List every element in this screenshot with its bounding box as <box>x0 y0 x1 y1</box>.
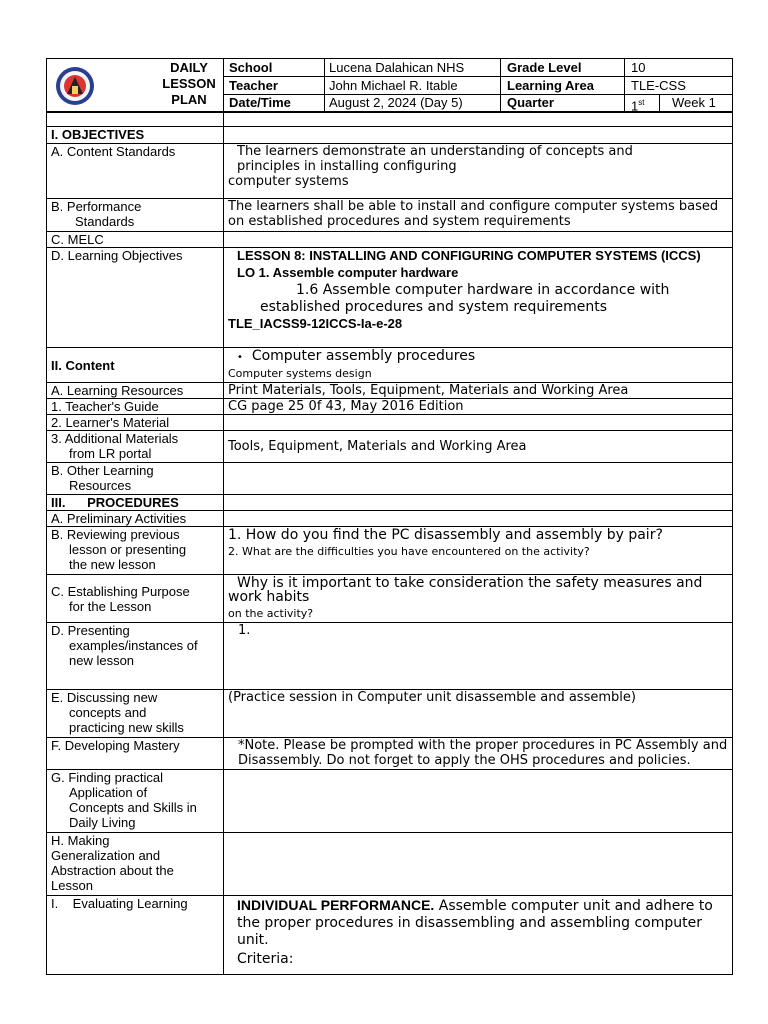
daily-lesson-plan-title: DAILY LESSON PLAN <box>162 60 216 107</box>
presenting-examples-text: 1. <box>224 623 733 690</box>
additional-materials-value: Tools, Equipment, Materials and Working Area <box>224 431 733 463</box>
content-heading: II. Content <box>47 348 224 383</box>
learning-resources-value: Print Materials, Tools, Equipment, Materials and Working Area <box>224 383 733 399</box>
school-seal-logo <box>55 66 95 106</box>
teachers-guide-value: CG page 25 0f 43, May 2016 Edition <box>224 399 733 415</box>
performance-standards-label: B. Performance Standards <box>47 199 224 232</box>
establishing-purpose-text: Why is it important to take consideration the safety measures and work habits on the activity? <box>224 575 733 623</box>
learning-area-value: TLE-CSS <box>631 78 686 93</box>
establishing-purpose-label: C. Establishing Purpose for the Lesson <box>47 575 224 623</box>
presenting-examples-label: D. Presenting examples/instances of new lesson <box>47 623 224 690</box>
developing-mastery-label: F. Developing Mastery <box>47 738 224 770</box>
content-standards-text: The learners demonstrate an understanding of concepts and principles in installing configuring computer systems <box>224 144 733 199</box>
learning-area-label: Learning Area <box>507 78 594 93</box>
week-value: Week 1 <box>672 95 716 110</box>
school-value: Lucena Dalahican NHS <box>329 60 465 75</box>
discussing-new-concepts-label: E. Discussing new concepts and practicing new skills <box>47 690 224 738</box>
melc-label: C. MELC <box>47 232 224 248</box>
content-text: • Computer assembly procedures Computer systems design <box>224 348 733 383</box>
procedures-heading: III. PROCEDURES <box>47 495 224 511</box>
other-resources-label: B. Other Learning Resources <box>47 463 224 495</box>
discussing-new-concepts-text: (Practice session in Computer unit disassemble and assemble) <box>224 690 733 738</box>
developing-mastery-text: *Note. Please be prompted with the proper procedures in PC Assembly and Disassembly. Do not forget to apply the OHS procedures and policies. <box>224 738 733 770</box>
grade-level-value: 10 <box>631 60 646 75</box>
learning-objectives-text: LESSON 8: INSTALLING AND CONFIGURING COMPUTER SYSTEMS (ICCS) LO 1. Assemble computer hardware 1.6 Assemble computer hardware in accordance with established procedures and system requirements TLE_IACSS9-12ICCS-Ia-e-28 <box>224 248 733 348</box>
content-standards-label: A. Content Standards <box>47 144 224 199</box>
datetime-value: August 2, 2024 (Day 5) <box>329 95 463 110</box>
teacher-label: Teacher <box>229 78 278 93</box>
quarter-value: 1st <box>631 98 645 114</box>
teacher-value: John Michael R. Itable <box>329 78 458 93</box>
school-label: School <box>229 60 273 75</box>
reviewing-previous-lesson-text: 1. How do you find the PC disassembly and assembly by pair? 2. What are the difficulties you have encountered on the activity? <box>224 527 733 575</box>
grade-level-label: Grade Level <box>507 60 582 75</box>
evaluating-learning-text: INDIVIDUAL PERFORMANCE. Assemble computer unit and adhere to the proper procedures in disassembling and assembling computer unit. Criteria: <box>224 896 733 975</box>
additional-materials-label: 3. Additional Materials from LR portal <box>47 431 224 463</box>
lesson-plan-table <box>46 112 733 972</box>
reviewing-previous-lesson-label: B. Reviewing previous lesson or presenting the new lesson <box>47 527 224 575</box>
learners-material-label: 2. Learner's Material <box>47 415 224 431</box>
teachers-guide-label: 1. Teacher's Guide <box>47 399 224 415</box>
preliminary-activities-label: A. Preliminary Activities <box>47 511 224 527</box>
practical-application-label: G. Finding practical Application of Concepts and Skills in Daily Living <box>47 770 224 833</box>
header-table <box>46 58 733 112</box>
quarter-label: Quarter <box>507 95 554 110</box>
objectives-heading: I. OBJECTIVES <box>47 127 224 144</box>
performance-standards-text: The learners shall be able to install and configure computer systems based on established procedures and system requirements <box>224 199 733 232</box>
datetime-label: Date/Time <box>229 95 291 110</box>
learning-objectives-label: D. Learning Objectives <box>47 248 224 348</box>
learning-resources-label: A. Learning Resources <box>47 383 224 399</box>
evaluating-learning-label: I. Evaluating Learning <box>47 896 224 975</box>
making-generalization-label: H. Making Generalization and Abstraction about the Lesson <box>47 833 224 896</box>
